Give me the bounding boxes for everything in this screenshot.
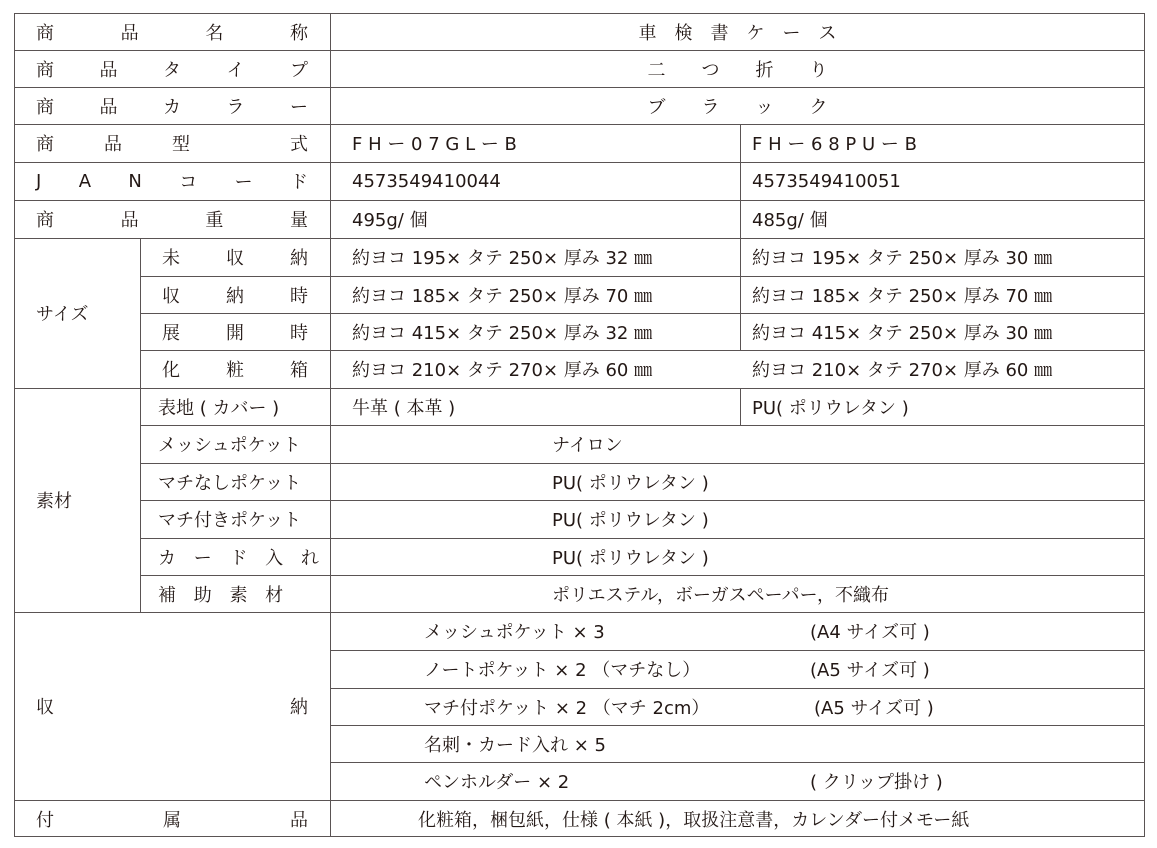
label-char: 式 <box>290 134 308 155</box>
label-char: ー <box>234 172 253 193</box>
label-char: 商 <box>36 96 54 118</box>
label-char: 商 <box>36 210 54 231</box>
value-material-card-slot: PU( ポリウレタン ) <box>552 547 709 569</box>
label-size-opened <box>140 313 330 350</box>
label-product-type <box>14 50 330 87</box>
label-product-model <box>14 124 330 162</box>
label-char: 量 <box>289 210 308 231</box>
label-char: 納 <box>290 697 308 718</box>
label-char: コ <box>179 172 198 193</box>
value-product-color: ブ ラ ッ ク <box>647 96 828 118</box>
label-char: A <box>78 170 92 192</box>
value-material-gusset-pocket: PU( ポリウレタン ) <box>552 510 709 531</box>
label-product-weight <box>14 200 330 238</box>
label-char: ー <box>290 96 308 118</box>
label-accessories <box>14 800 330 837</box>
label-material-cover: 表地 ( カバー ) <box>158 397 280 419</box>
label-char: 展 <box>162 322 180 344</box>
storage-item-text: ノートポケット × 2 （マチなし） <box>424 660 701 681</box>
value-size-stored-a: 約ヨコ 185× タテ 250× 厚み 70 ㎜ <box>352 285 653 307</box>
label-char: 時 <box>290 322 308 344</box>
value-material-cover-b: PU( ポリウレタン ) <box>752 397 909 419</box>
label-material-flat-pocket: マチなしポケット <box>158 472 302 494</box>
value-accessories: 化粧箱，梱包紙，仕様 ( 本紙 )，取扱注意書，カレンダー付メモー紙 <box>418 809 970 831</box>
label-char: 粧 <box>226 360 244 381</box>
label-material-gusset-pocket: マチ付きポケット <box>158 510 302 531</box>
storage-item-note: (A5 サイズ可 ) <box>810 660 930 681</box>
label-material-card-slot: カ ー ド 入 れ <box>158 547 325 569</box>
label-product-color <box>14 87 330 124</box>
label-char: タ <box>163 59 181 81</box>
storage-item-note: ( クリップ掛け ) <box>810 772 943 793</box>
label-material-group: 素材 <box>36 491 72 512</box>
label-char: 品 <box>290 809 308 831</box>
value-product-name: 車 検 書 ケ ー ス <box>638 22 837 44</box>
value-size-giftbox-a: 約ヨコ 210× タテ 270× 厚み 60 ㎜ <box>352 360 653 381</box>
label-char: 商 <box>36 59 54 81</box>
value-material-flat-pocket: PU( ポリウレタン ) <box>552 472 709 494</box>
label-char: 時 <box>290 285 308 307</box>
storage-item <box>330 650 1145 688</box>
label-char: 商 <box>36 134 54 155</box>
label-char: 品 <box>120 210 139 231</box>
label-char: 称 <box>289 22 308 44</box>
label-char: 品 <box>99 59 118 81</box>
label-char: 収 <box>226 248 244 269</box>
label-char: 開 <box>226 322 244 344</box>
label-char: 品 <box>120 22 139 44</box>
label-char: ラ <box>226 96 245 118</box>
storage-item-note: (A5 サイズ可 ) <box>814 697 934 719</box>
value-size-opened-b: 約ヨコ 415× タテ 250× 厚み 30 ㎜ <box>752 322 1053 344</box>
label-storage <box>14 612 330 800</box>
label-size-unstored <box>140 238 330 276</box>
value-model-b: F H ー 6 8 P U ー B <box>752 134 917 155</box>
storage-item-text: ペンホルダー × 2 <box>424 772 570 793</box>
value-material-mesh-pocket: ナイロン <box>552 435 623 456</box>
label-char: ド <box>289 172 308 193</box>
label-char: 品 <box>104 134 122 155</box>
value-size-giftbox-b: 約ヨコ 210× タテ 270× 厚み 60 ㎜ <box>752 360 1053 381</box>
value-size-stored-b: 約ヨコ 185× タテ 250× 厚み 70 ㎜ <box>752 285 1053 307</box>
label-char: 品 <box>99 96 118 118</box>
label-product-name <box>14 13 330 50</box>
storage-item-text: マチ付ポケット × 2 （マチ 2cm） <box>424 697 710 719</box>
label-char: 付 <box>36 809 54 831</box>
storage-item-text: メッシュポケット × 3 <box>424 622 605 643</box>
value-product-type: 二 つ 折 り <box>647 59 828 81</box>
label-size-stored <box>140 276 330 313</box>
storage-item-note: (A4 サイズ可 ) <box>810 622 930 643</box>
label-char: 納 <box>226 285 244 307</box>
label-char: 収 <box>162 285 180 307</box>
label-char: 納 <box>290 248 308 269</box>
label-char: プ <box>290 59 308 81</box>
label-char: 商 <box>36 22 54 44</box>
storage-item <box>330 688 1145 725</box>
label-char: 箱 <box>290 360 308 381</box>
label-char: 未 <box>162 248 180 269</box>
label-char: イ <box>226 59 245 81</box>
label-char: 型 <box>172 134 190 155</box>
label-char: 名 <box>205 22 224 44</box>
value-size-opened-a: 約ヨコ 415× タテ 250× 厚み 32 ㎜ <box>352 322 653 344</box>
value-weight-b: 485g/ 個 <box>752 210 828 231</box>
value-jan-b: 4573549410051 <box>752 170 901 192</box>
value-weight-a: 495g/ 個 <box>352 210 428 231</box>
value-material-cover-a: 牛革 ( 本革 ) <box>352 397 456 419</box>
label-material-auxiliary: 補 助 素 材 <box>158 584 290 606</box>
label-char: J <box>36 170 42 192</box>
storage-item <box>330 612 1145 650</box>
storage-item <box>330 762 1145 800</box>
value-size-unstored-b: 約ヨコ 195× タテ 250× 厚み 30 ㎜ <box>752 248 1053 269</box>
value-material-auxiliary: ポリエステル，ボーガスペーパー，不織布 <box>552 584 889 606</box>
label-char: カ <box>163 96 181 118</box>
label-char: 収 <box>36 697 54 718</box>
storage-item <box>330 725 1145 762</box>
value-jan-a: 4573549410044 <box>352 170 501 192</box>
label-char: N <box>128 170 142 192</box>
storage-item-text: 名刺・カード入れ × 5 <box>424 734 606 756</box>
label-size-giftbox <box>140 350 330 388</box>
value-size-unstored-a: 約ヨコ 195× タテ 250× 厚み 32 ㎜ <box>352 248 653 269</box>
label-char: 化 <box>162 360 180 381</box>
label-char: 重 <box>205 210 224 231</box>
label-material-mesh-pocket: メッシュポケット <box>158 435 301 456</box>
label-char: 属 <box>163 809 181 831</box>
label-size-group: サイズ <box>36 304 89 325</box>
value-model-a: F H ー 0 7 G L ー B <box>352 134 517 155</box>
label-jan-code <box>14 162 330 200</box>
